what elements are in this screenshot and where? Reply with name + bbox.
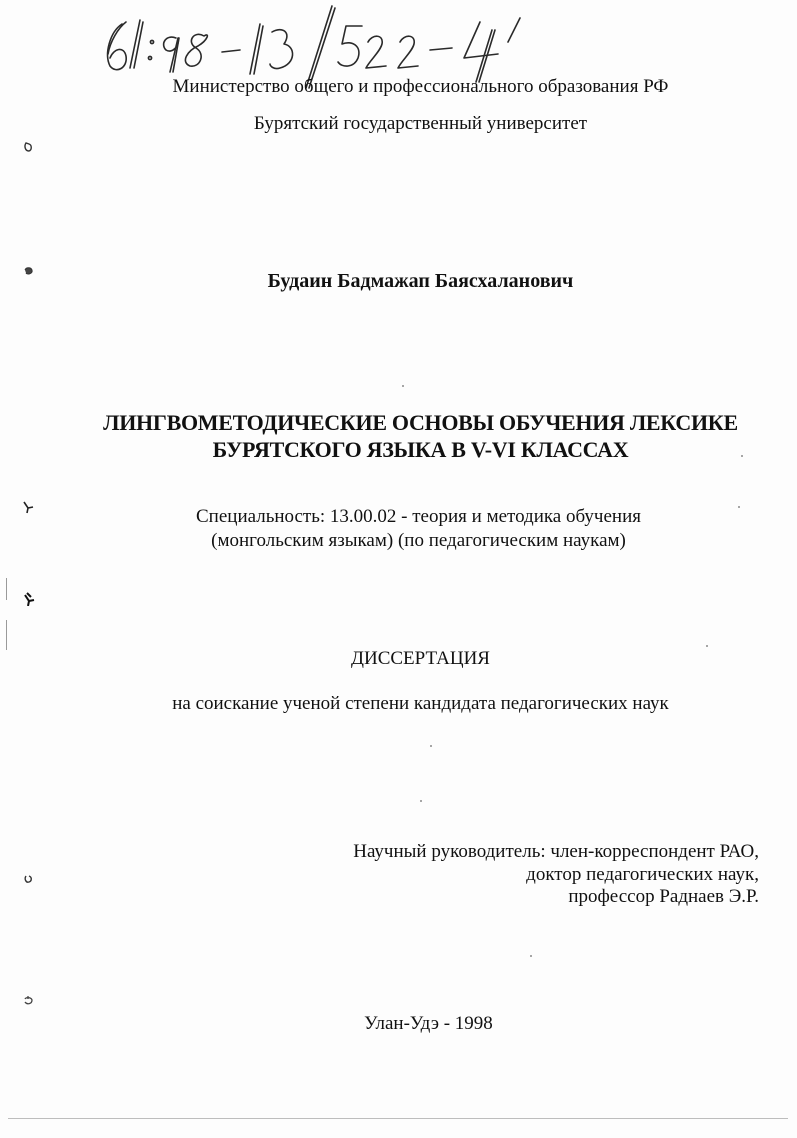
- scan-speck: [741, 455, 743, 457]
- binding-hole-mark-icon: [22, 500, 36, 514]
- specialty-line-1: Специальность: 13.00.02 - теория и методика обучения: [196, 506, 641, 527]
- binding-hole-mark-icon: [22, 872, 36, 886]
- dissertation-title-line-2: БУРЯТСКОГО ЯЗЫКА В V-VI КЛАССАХ: [212, 437, 629, 462]
- scan-speck: [420, 800, 422, 802]
- scan-speck: [738, 506, 740, 508]
- author-name: Будаин Бадмажап Баясхаланович: [267, 270, 574, 292]
- scan-speck: [530, 955, 532, 957]
- document-type: ДИССЕРТАЦИЯ: [351, 648, 490, 669]
- ministry-name: Министерство общего и профессионального образования РФ: [172, 76, 669, 97]
- scan-bottom-edge: [8, 1118, 788, 1119]
- degree-statement: на соискание ученой степени кандидата педагогических наук: [172, 693, 669, 714]
- binding-hole-mark-icon: [22, 264, 36, 278]
- scan-edge-mark: [6, 578, 7, 600]
- scan-speck: [706, 645, 708, 647]
- binding-hole-mark-icon: [22, 140, 36, 154]
- supervisor-line-3: профессор Раднаев Э.Р.: [568, 886, 759, 907]
- binding-hole-mark-icon: [22, 592, 36, 606]
- scan-edge-mark: [6, 620, 7, 650]
- supervisor-line-1: Научный руководитель: член-корреспондент РАО,: [353, 841, 759, 862]
- city-and-year: Улан-Удэ - 1998: [364, 1013, 493, 1034]
- supervisor-line-2: доктор педагогических наук,: [526, 864, 759, 885]
- specialty-line-2: (монгольским языкам) (по педагогическим наукам): [211, 530, 626, 551]
- university-name: Бурятский государственный университет: [253, 113, 588, 134]
- scan-speck: [402, 385, 404, 387]
- scan-speck: [430, 745, 432, 747]
- binding-hole-mark-icon: [22, 994, 36, 1008]
- dissertation-title-line-1: ЛИНГВОМЕТОДИЧЕСКИЕ ОСНОВЫ ОБУЧЕНИЯ ЛЕКСИКЕ: [103, 410, 738, 435]
